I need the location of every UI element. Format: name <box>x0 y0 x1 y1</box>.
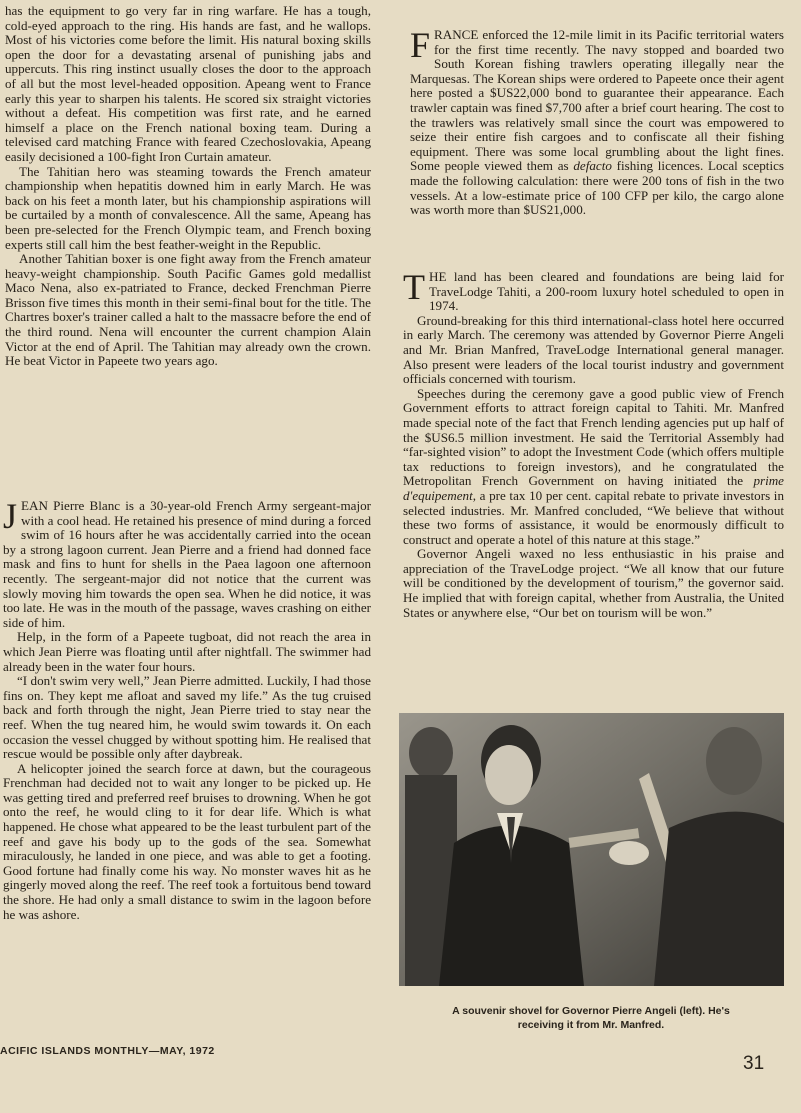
caption-line-1: A souvenir shovel for Governor Pierre Angeli (left). He's <box>452 1005 730 1017</box>
boxing-para-1: has the equipment to go very far in ring warfare. He has a tough, cold-eyed approach to the ring. His hands are fast, and he wallops. Most of his victories come before the limit. His natural boxing skills open the door for a devastating arsenal of punishing jabs and uppercuts. This ring instinct usually closes the door to the approach of all but the most level-headed opposition. Apeang went to France early this year to sharpen his talents. He scored six straight victories without a defeat. His competition was first rate, and he earned himself a place on the French national boxing team. During a televised card matching France with feared Czechoslovakia, Apeang easily decisioned a 100-fight Iron Curtain amateur. <box>5 3 371 164</box>
fishing-text-post: fishing licences. Local sceptics made the following calculation: there were 200 tons of fish in the two vessels. At a low-estimate price of 100 CFP per kilo, the cargo alone was worth more than $US21,000. <box>410 158 784 218</box>
fishing-text-em: defacto <box>573 158 612 174</box>
ceremony-photo-illustration <box>399 713 784 986</box>
travelodge-p3-em: prime d'equipement <box>403 473 784 503</box>
publication-footer: ACIFIC ISLANDS MONTHLY—MAY, 1972 <box>0 1045 215 1057</box>
photo-caption <box>396 1004 786 1032</box>
swimmer-para-3: “I don't swim very well,” Jean Pierre admitted. Luckily, I had those fins on. They kept me afloat and saved my life.” As the tug cruised back and forth through the night, Jean Pierre tried to stay near the reef. When the tug neared him, he would swim towards it. On each occasion the vessel chugged by without spotting him. He realised that rescue would be possible only after daybreak. <box>3 673 371 762</box>
fishing-para <box>410 25 784 218</box>
swimmer-para-1 <box>3 496 371 630</box>
travelodge-p3-post: , a pre tax 10 per cent. capital rebate to private investors in selected industries. Mr. Manfred concluded, “We believe that without these two forms of assistance, it would be enormously difficult to construct and operate a hotel of this nature at this stage.” <box>403 487 784 547</box>
fishing-story <box>410 25 784 218</box>
travelodge-story <box>403 267 784 620</box>
swimmer-para-1-text: EAN Pierre Blanc is a 30-year-old French Army sergeant-major with a cool head. He retained his presence of mind during a forced swim of 16 hours after he was accidentally carried into the ocean by a strong lagoon current. Jean Pierre and a friend had donned face mask and fins to hunt for shells in the Paea lagoon one afternoon recently. The sergeant-major did not notice that the current was slowly moving him towards the open sea. When he did notice, it was too late. He was in the mouth of the passage, waves crashing on either side of him. <box>3 498 371 630</box>
travelodge-para-3 <box>403 387 784 548</box>
dropcap-f: F <box>410 25 431 65</box>
swimmer-para-4: A helicopter joined the search force at dawn, but the courageous Frenchman had decided not to wait any longer to be picked up. He was getting tired and preferred reef bruises to drowning. When he got onto the reef, he would cling to it for dear life. Which is what happened. He chose what appeared to be the least turbulent part of the reef and gave his body up to the gods of the sea. Somewhat miraculously, he landed in one piece, and was able to get a footing. Good fortune had finally come his way. No monster waves hit as he gingerly moved along the reef. The reef took a fortuitous bend toward the shore. He had only a small distance to swim in the lagoon before he was ashore. <box>3 760 371 922</box>
travelodge-para-4: Governor Angeli waxed no less enthusiastic in his praise and appreciation of the TraveLodge project. “We all know that our future will be conditioned by the development of tourism,” the governor said. He implied that with foreign capital, whether from Australia, the United States or anywhere else, “Our bet on tourism will be won.” <box>403 546 784 620</box>
page-number: 31 <box>743 1053 765 1074</box>
fishing-text-pre: RANCE enforced the 12-mile limit in its Pacific territorial waters for the first time recently. The navy stopped and boarded two South Korean fishing trawlers operating illegally near the Marquesas. The Korean ships were ordered to Papeete once their agent here posted a $US22,000 bond to guarantee their appearance. Each trawler captain was fined $7,700 after a brief court hearing. The cost to the trawlers was relatively small since the court was empowered to seize their entire fish cargoes and to confiscate all their fishing equipment. There was some local grumbling about the light fines. Some people viewed them as <box>410 27 784 174</box>
ceremony-photo <box>399 713 784 986</box>
travelodge-p3-pre: Speeches during the ceremony gave a good public view of French Government efforts to attract foreign capital to Tahiti. Mr. Manfred made special note of the fact that French lending agencies put up half of the $US6.5 million investment. He said the Territorial Assembly had “far-sighted vision” to adopt the Investment Code (which offers multiple tax reductions to foreign investors), and he congratulated the Metropolitan French Government on having initiated the <box>403 385 784 489</box>
dropcap-t: T <box>403 267 425 307</box>
travelodge-para-2: Ground-breaking for this third international-class hotel here occurred in early March. The ceremony was attended by Governor Pierre Angeli and Mr. Brian Manfred, TraveLodge International general manager. Also present were leaders of the local tourist industry and government officials concerned with tourism. <box>403 312 784 387</box>
travelodge-para-1-text: HE land has been cleared and foundations are being laid for TraveLodge Tahiti, a 200-room luxury hotel scheduled to open in 1974. <box>429 269 784 314</box>
swimmer-para-2: Help, in the form of a Papeete tugboat, did not reach the area in which Jean Pierre was floating until after nightfall. The swimmer had already been in the water four hours. <box>3 629 371 674</box>
boxing-para-2: The Tahitian hero was steaming towards the French amateur championship when hepatitis downed him in early March. He was back on his feet a month later, but his championship aspirations will be curtailed by a month of convalescence. All the same, Apeang has been pre-selected for the French Olympic team, and French boxing experts still call him the best feather-weight in the Republic. <box>5 163 371 252</box>
swimmer-story <box>3 496 371 922</box>
caption-line-2: receiving it from Mr. Manfred. <box>517 1019 665 1031</box>
boxing-para-3: Another Tahitian boxer is one fight away from the French amateur heavy-weight championship. South Pacific Games gold medallist Maco Nena, also ex-patriated to France, decked Frenchman Pierre Brisson five times this month in their semi-final bout for the title. The Chartres boxer's trainer called a halt to the massacre before the end of the third round. Nena will encounter the current champion Alain Victor at the end of April. The Tahitian may already own the crown. He beat Victor in Papeete two years ago. <box>5 251 371 369</box>
dropcap-j: J <box>3 496 18 536</box>
boxing-story <box>5 4 371 369</box>
travelodge-para-1 <box>403 267 784 314</box>
